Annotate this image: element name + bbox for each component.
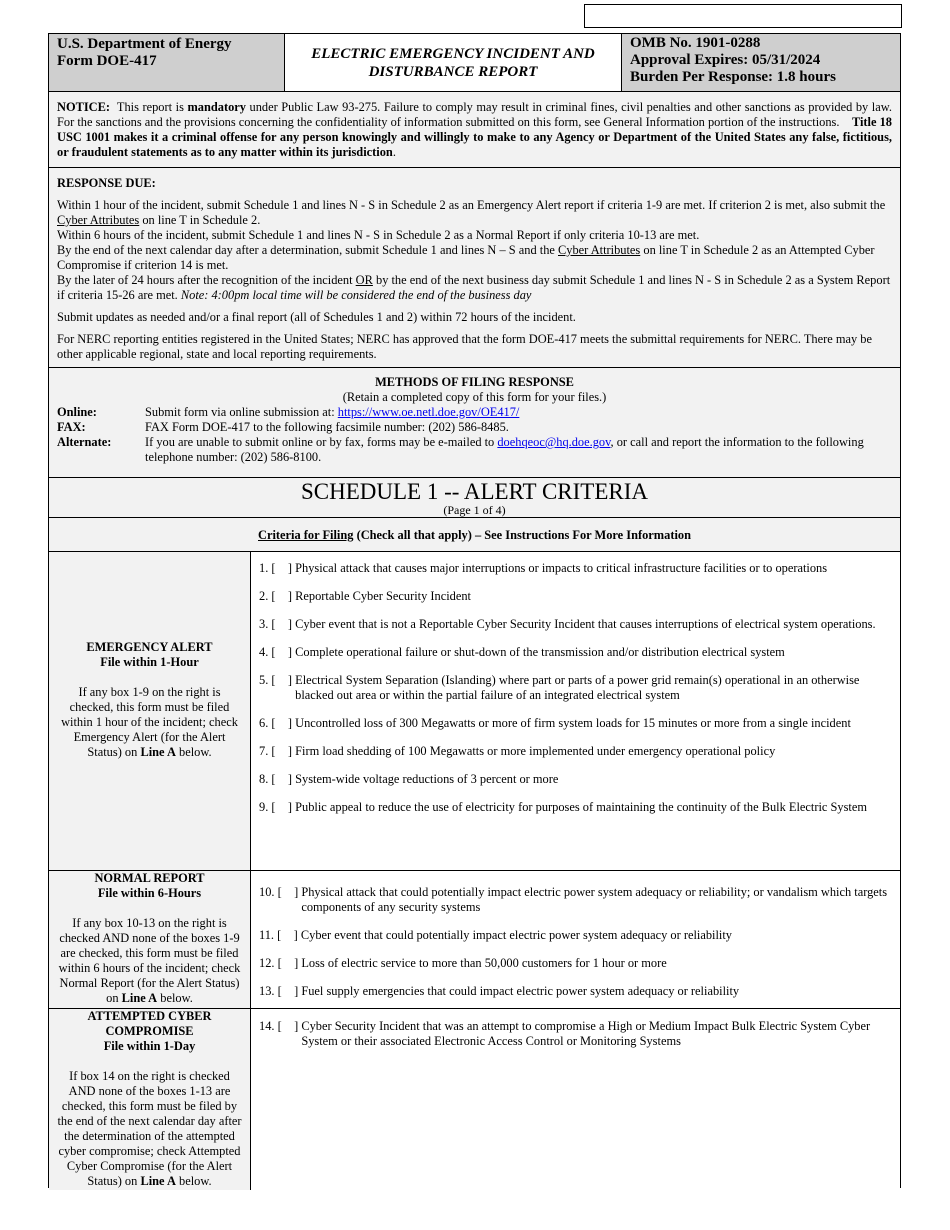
checkbox[interactable]: 2. [ ] bbox=[259, 589, 296, 603]
group-instructions-text: If any box 1-9 on the right is checked, this form must be filed within 1 hour of the incident; check Emergency Alert (for the Alert Status) on bbox=[61, 685, 238, 759]
group-instructions-tail: below. bbox=[160, 991, 193, 1005]
group-deadline: File within 1-Hour bbox=[100, 655, 199, 669]
criterion-9[interactable] bbox=[259, 800, 892, 815]
criterion-10[interactable] bbox=[259, 885, 892, 915]
criterion-5[interactable] bbox=[259, 673, 892, 703]
form-number: Form DOE-417 bbox=[57, 53, 157, 69]
burden-per-response: Burden Per Response: 1.8 hours bbox=[630, 69, 836, 85]
criterion-text: Complete operational failure or shut-down of the transmission and/or distribution electrical system bbox=[295, 645, 785, 659]
group-deadline: File within 1-Day bbox=[103, 1039, 196, 1053]
form-header bbox=[49, 34, 900, 92]
normal-report-criteria bbox=[251, 871, 900, 1008]
notice-end: . bbox=[392, 145, 396, 159]
online-label: Online: bbox=[57, 405, 97, 419]
top-right-entry-box[interactable] bbox=[584, 4, 902, 28]
line-a-ref: Line A bbox=[140, 745, 176, 759]
criterion-text: Reportable Cyber Security Incident bbox=[295, 589, 471, 603]
checkbox[interactable]: 8. [ ] bbox=[259, 772, 296, 786]
response-1hour-text: Within 1 hour of the incident, submit Schedule 1 and lines N - S in Schedule 2 as an Emergency Alert report if criteria 1-9 are met. If criterion 2 is met, also submit the bbox=[57, 198, 886, 212]
criterion-text: Loss of electric service to more than 50,000 customers for 1 hour or more bbox=[301, 956, 667, 970]
criterion-6[interactable] bbox=[259, 716, 892, 731]
group-deadline: File within 6-Hours bbox=[97, 886, 202, 900]
criterion-2[interactable] bbox=[259, 589, 892, 604]
group-instructions-tail: below. bbox=[179, 1174, 212, 1188]
response-updates: Submit updates as needed and/or a final report (all of Schedules 1 and 2) within 72 hours of the incident. bbox=[57, 310, 576, 324]
line-a-ref: Line A bbox=[140, 1174, 176, 1188]
cyber-attributes-ref: Cyber Attributes bbox=[57, 213, 140, 227]
agency-name: U.S. Department of Energy bbox=[57, 36, 232, 52]
response-next-day bbox=[57, 243, 892, 273]
methods-of-filing-section bbox=[49, 368, 900, 478]
schedule-page: (Page 1 of 4) bbox=[443, 503, 506, 517]
checkbox[interactable]: 3. [ ] bbox=[259, 617, 296, 631]
cyber-attributes-ref-2: Cyber Attributes bbox=[558, 243, 641, 257]
schedule-header bbox=[49, 478, 900, 518]
line-a-ref: Line A bbox=[121, 991, 158, 1005]
response-due-section bbox=[49, 168, 900, 368]
fax-text: FAX Form DOE-417 to the following facsimile number: (202) 586-8485. bbox=[145, 420, 509, 434]
alternate-label: Alternate: bbox=[57, 435, 112, 449]
methods-title: METHODS OF FILING RESPONSE bbox=[375, 375, 574, 389]
criteria-instructions: (Check all that apply) – See Instructions For More Information bbox=[356, 528, 691, 542]
response-6hour: Within 6 hours of the incident, submit Schedule 1 and lines N - S in Schedule 2 as a Normal Report if only criteria 10-13 are met. bbox=[57, 228, 700, 242]
response-or: OR bbox=[355, 273, 373, 287]
criterion-text: Public appeal to reduce the use of electricity for purposes of maintaining the continuity of the Bulk Electric System bbox=[295, 800, 868, 814]
criterion-text: Cyber event that is not a Reportable Cyber Security Incident that causes interruptions of electrical system operations. bbox=[295, 617, 876, 631]
alternate-text-tail: , or call and report the information to the following telephone number: (202) 586-8100. bbox=[145, 435, 864, 464]
criterion-text: Uncontrolled loss of 300 Megawatts or more of firm system loads for 15 minutes or more from a single incident bbox=[295, 716, 851, 730]
checkbox[interactable]: 6. [ ] bbox=[259, 716, 296, 730]
response-next-day-text: By the end of the next calendar day after a determination, submit Schedule 1 and lines N – S and the bbox=[57, 243, 555, 257]
criteria-header bbox=[49, 518, 900, 552]
criterion-13[interactable] bbox=[259, 984, 892, 999]
criterion-11[interactable] bbox=[259, 928, 892, 943]
attempted-cyber-criteria bbox=[251, 1009, 900, 1190]
checkbox[interactable]: 9. [ ] bbox=[259, 800, 296, 814]
criterion-text: Electrical System Separation (Islanding) where part or parts of a power grid remain(s) operational in an otherwise blacked out area or within the partial failure of an integrated electrical system bbox=[295, 673, 860, 702]
doe-417-form bbox=[48, 33, 901, 1188]
response-1hour bbox=[57, 198, 892, 228]
alternate-text: If you are unable to submit online or by fax, forms may be e-mailed to bbox=[145, 435, 495, 449]
response-1hour-tail: on line T in Schedule 2. bbox=[139, 213, 261, 227]
group-instructions bbox=[57, 685, 242, 760]
response-nerc: For NERC reporting entities registered in the United States; NERC has approved that the form DOE-417 meets the submittal requirements for NERC. There may be other applicable regional, state and local reporting requirements. bbox=[57, 332, 872, 361]
checkbox[interactable]: 11. [ ] bbox=[259, 928, 301, 942]
group-instructions bbox=[57, 1069, 242, 1189]
criterion-7[interactable] bbox=[259, 744, 892, 759]
criterion-text: Firm load shedding of 100 Megawatts or more implemented under emergency operational policy bbox=[295, 744, 776, 758]
group-instructions-text: If box 14 on the right is checked AND none of the boxes 1-13 are checked, this form must be filed by the end of the next calendar day after the determination of the attempted cyber compromise; check Attempted Cyber Compromise (for the Alert Status) on bbox=[57, 1069, 242, 1188]
notice-mandatory: mandatory bbox=[187, 100, 246, 114]
checkbox[interactable]: 1. [ ] bbox=[259, 561, 296, 575]
checkbox[interactable]: 5. [ ] bbox=[259, 673, 296, 687]
group-instructions bbox=[57, 916, 242, 1006]
methods-subtitle: (Retain a completed copy of this form for your files.) bbox=[342, 390, 607, 404]
notice-body: under Public Law 93-275. Failure to comply may result in criminal fines, civil penalties and other sanctions as provided by law. For the sanctions and the provisions concerning the confidentiality of information submitted on this form, see General Information portion of the instructions. bbox=[57, 100, 892, 129]
approval-expires: Approval Expires: 05/31/2024 bbox=[630, 52, 821, 68]
online-text: Submit form via online submission at: bbox=[145, 405, 335, 419]
online-submission-link[interactable]: https://www.oe.netl.doe.gov/OE417/ bbox=[337, 405, 520, 419]
criterion-3[interactable] bbox=[259, 617, 892, 632]
notice-section bbox=[49, 92, 900, 168]
response-next-day-tail: on line T in Schedule 2 as an Attempted Cyber Compromise if criterion 14 is met. bbox=[57, 243, 875, 272]
emergency-alert-description bbox=[49, 552, 251, 870]
method-online bbox=[57, 405, 892, 420]
response-24hour-text: By the later of 24 hours after the recognition of the incident bbox=[57, 273, 353, 287]
checkbox[interactable]: 10. [ ] bbox=[259, 885, 302, 899]
notice-label: NOTICE: bbox=[57, 100, 111, 114]
group-instructions-text: If any box 10-13 on the right is checked AND none of the boxes 1-9 are checked, this form must be filed within 6 hours of the incident; check Normal Report (for the Alert Status) on bbox=[58, 916, 241, 1005]
agency-cell bbox=[49, 34, 285, 91]
omb-cell bbox=[622, 34, 900, 91]
email-link[interactable]: doehqeoc@hq.doe.gov bbox=[497, 435, 611, 449]
fax-label: FAX: bbox=[57, 420, 86, 434]
emergency-alert-group bbox=[49, 552, 900, 871]
group-title: EMERGENCY ALERT bbox=[86, 640, 213, 654]
criterion-text: Cyber event that could potentially impact electric power system adequacy or reliability bbox=[300, 928, 732, 942]
report-title: ELECTRIC EMERGENCY INCIDENT AND DISTURBANCE REPORT bbox=[285, 34, 622, 91]
criterion-text: Cyber Security Incident that was an attempt to compromise a High or Medium Impact Bulk Electric System Cyber System or their associated Electronic Access Control or Monitoring Systems bbox=[301, 1019, 871, 1048]
checkbox[interactable]: 4. [ ] bbox=[259, 645, 296, 659]
criterion-text: Physical attack that could potentially impact electric power system adequacy or reliability; or vandalism which targets components of any security systems bbox=[301, 885, 888, 914]
group-title: NORMAL REPORT bbox=[94, 871, 205, 885]
group-title: ATTEMPTED CYBER COMPROMISE bbox=[87, 1009, 212, 1038]
omb-number: OMB No. 1901-0288 bbox=[630, 35, 761, 51]
method-fax bbox=[57, 420, 892, 435]
criteria-for-filing: Criteria for Filing bbox=[258, 528, 354, 542]
schedule-title: SCHEDULE 1 -- ALERT CRITERIA bbox=[300, 479, 648, 504]
criterion-text: Physical attack that causes major interruptions or impacts to critical infrastructure facilities or to operations bbox=[295, 561, 828, 575]
method-alternate bbox=[57, 435, 892, 465]
response-title: RESPONSE DUE: bbox=[57, 176, 156, 190]
business-day-note: Note: 4:00pm local time will be considered the end of the business day bbox=[180, 288, 532, 302]
checkbox[interactable]: 12. [ ] bbox=[259, 956, 302, 970]
checkbox[interactable]: 14. [ ] bbox=[259, 1019, 302, 1033]
criterion-14[interactable] bbox=[259, 1019, 892, 1049]
checkbox[interactable]: 13. [ ] bbox=[259, 984, 302, 998]
checkbox[interactable]: 7. [ ] bbox=[259, 744, 296, 758]
notice-pre: This report is bbox=[116, 100, 184, 114]
criterion-12[interactable] bbox=[259, 956, 892, 971]
notice-legal-warning: Title 18 USC 1001 makes it a criminal offense for any person knowingly and willingly to make to any Agency or Department of the United States any false, fictitious, or fraudulent statements as to any matter within its jurisdiction bbox=[57, 115, 892, 159]
group-instructions-tail: below. bbox=[179, 745, 212, 759]
normal-report-group bbox=[49, 871, 900, 1009]
criterion-8[interactable] bbox=[259, 772, 892, 787]
criterion-text: System-wide voltage reductions of 3 percent or more bbox=[295, 772, 559, 786]
normal-report-description bbox=[49, 871, 251, 1008]
emergency-alert-criteria bbox=[251, 552, 900, 870]
attempted-cyber-description bbox=[49, 1009, 251, 1190]
criterion-4[interactable] bbox=[259, 645, 892, 660]
attempted-cyber-compromise-group bbox=[49, 1009, 900, 1190]
criterion-text: Fuel supply emergencies that could impact electric power system adequacy or reliability bbox=[301, 984, 740, 998]
response-24hour bbox=[57, 273, 892, 303]
response-24hour-tail: by the end of the next business day submit Schedule 1 and lines N - S in Schedule 2 as a System Report if criteria 15-26 are met. bbox=[57, 273, 891, 302]
criterion-1[interactable] bbox=[259, 561, 892, 576]
